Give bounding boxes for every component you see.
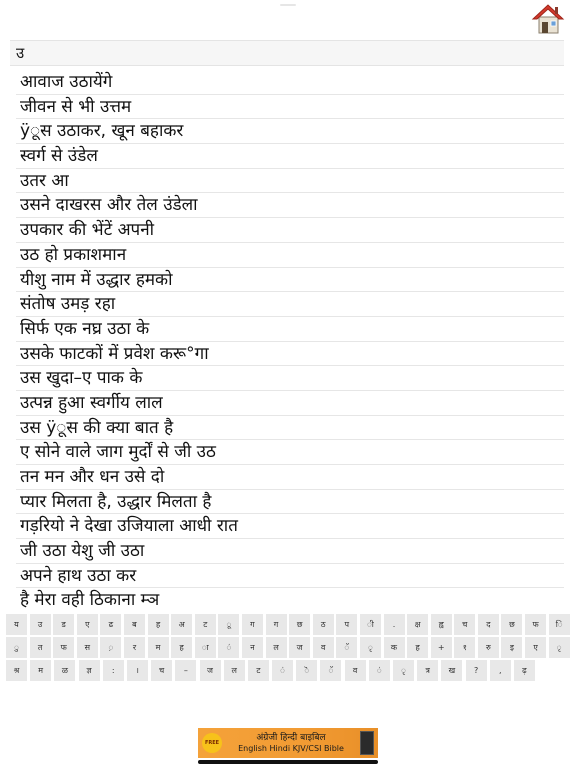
song-list-item[interactable]: संतोष उमड़ रहा — [16, 292, 564, 317]
keyboard-key[interactable]: ड — [53, 614, 74, 635]
song-list-item[interactable]: तन मन और धन उसे दो — [16, 465, 564, 490]
song-list-item[interactable]: सिर्फ एक नघ्र उठा के — [16, 317, 564, 342]
keyboard-key[interactable]: ं — [272, 660, 293, 681]
keyboard-key[interactable]: ख — [441, 660, 462, 681]
keyboard-key[interactable]: ढ़ — [514, 660, 535, 681]
keyboard-key[interactable]: र — [124, 637, 145, 658]
keyboard-key[interactable]: क — [384, 637, 405, 658]
keyboard-key[interactable]: छ — [289, 614, 310, 635]
song-list-item[interactable]: आवाज उठायेंगे — [16, 70, 564, 95]
song-list-item[interactable]: प्यार मिलता है, उद्धार मिलता है — [16, 490, 564, 515]
keyboard-key[interactable]: ़ — [100, 637, 121, 658]
keyboard-key[interactable]: : — [103, 660, 124, 681]
song-list-item[interactable]: स्वर्ग से उंडेल — [16, 144, 564, 169]
home-button[interactable] — [530, 2, 566, 36]
top-grabber — [280, 4, 296, 6]
keyboard-key[interactable]: ज — [289, 637, 310, 658]
song-list-item[interactable]: उसके फाटकों में प्रवेश करू°गा — [16, 342, 564, 367]
keyboard-key[interactable]: ह्व — [431, 614, 452, 635]
keyboard-key[interactable]: प — [336, 614, 357, 635]
keyboard-key[interactable]: च — [454, 614, 475, 635]
song-list-item[interactable]: गड़रियो ने देखा उजियाला आधी रात — [16, 514, 564, 539]
keyboard-key[interactable]: त — [30, 637, 51, 658]
keyboard-key[interactable]: ढ — [100, 614, 121, 635]
song-list-item[interactable]: उठ हो प्रकाशमान — [16, 243, 564, 268]
keyboard-key[interactable]: व — [313, 637, 334, 658]
song-list — [16, 70, 564, 612]
keyboard-key[interactable]: ए — [525, 637, 546, 658]
song-list-item[interactable]: अपने हाथ उठा कर — [16, 564, 564, 589]
keyboard-key[interactable]: ह — [407, 637, 428, 658]
keyboard-key[interactable]: उ — [30, 614, 51, 635]
song-list-item[interactable]: उतर आ — [16, 169, 564, 194]
song-list-item[interactable]: ÿूस उठाकर, खून बहाकर — [16, 119, 564, 144]
keyboard-key[interactable]: ी — [360, 614, 381, 635]
keyboard-key[interactable]: ू — [218, 614, 239, 635]
keyboard-key[interactable]: ग — [266, 614, 287, 635]
keyboard-key[interactable]: ए — [77, 614, 98, 635]
keyboard-key[interactable]: ॅ — [336, 637, 357, 658]
keyboard-key[interactable]: + — [431, 637, 452, 658]
keyboard-key[interactable]: ह — [171, 637, 192, 658]
keyboard-key[interactable]: , — [490, 660, 511, 681]
keyboard-key[interactable]: ज — [200, 660, 221, 681]
hindi-keyboard — [6, 614, 570, 682]
song-list-item[interactable]: जीवन से भी उत्तम — [16, 95, 564, 120]
song-list-item[interactable]: उसने दाखरस और तेल उंडेला — [16, 193, 564, 218]
search-bar — [10, 40, 564, 66]
keyboard-key[interactable]: ग — [242, 614, 263, 635]
keyboard-key[interactable]: ॆ — [296, 660, 317, 681]
keyboard-key[interactable]: ट — [195, 614, 216, 635]
keyboard-key[interactable]: ज्ञ — [79, 660, 100, 681]
keyboard-key[interactable]: त्र — [417, 660, 438, 681]
keyboard-key[interactable]: १ — [454, 637, 475, 658]
keyboard-key[interactable]: – — [175, 660, 196, 681]
song-list-item[interactable]: है मेरा वही ठिकाना म्ञ — [16, 588, 564, 612]
keyboard-key[interactable]: अ — [171, 614, 192, 635]
keyboard-row-2 — [6, 637, 570, 659]
keyboard-key[interactable]: द — [478, 614, 499, 635]
keyboard-key[interactable]: म — [30, 660, 51, 681]
song-list-item[interactable]: ए सोने वाले जाग मुर्दों से जी उठ — [16, 440, 564, 465]
banner-title-hindi: अंग्रेजी हिन्दी बाइबिल — [256, 732, 326, 743]
search-input[interactable] — [10, 41, 564, 65]
bible-app-banner[interactable] — [198, 728, 378, 758]
song-list-item[interactable]: उत्पन्न हुआ स्वर्गीय लाल — [16, 391, 564, 416]
keyboard-key[interactable]: च — [151, 660, 172, 681]
song-list-item[interactable]: उस खुदा–ए पाक के — [16, 366, 564, 391]
keyboard-key[interactable]: रु — [478, 637, 499, 658]
keyboard-key[interactable]: ळ — [54, 660, 75, 681]
keyboard-key[interactable]: फ — [525, 614, 546, 635]
keyboard-key[interactable]: ह — [148, 614, 169, 635]
keyboard-key[interactable]: ृ — [393, 660, 414, 681]
home-indicator — [198, 760, 378, 764]
keyboard-key[interactable]: ा — [195, 637, 216, 658]
keyboard-key[interactable]: फ — [53, 637, 74, 658]
keyboard-key[interactable]: क्ष — [407, 614, 428, 635]
song-list-item[interactable]: यीशु नाम में उद्धार हमको — [16, 268, 564, 293]
keyboard-key[interactable]: स — [77, 637, 98, 658]
song-list-item[interactable]: जी उठा येशु जी उठा — [16, 539, 564, 564]
keyboard-key[interactable]: ॅ — [320, 660, 341, 681]
free-badge: FREE — [202, 733, 222, 753]
keyboard-key[interactable]: य — [6, 614, 27, 635]
keyboard-key[interactable]: ल — [266, 637, 287, 658]
keyboard-key[interactable]: श्र — [6, 660, 27, 681]
keyboard-key[interactable]: छ — [501, 614, 522, 635]
keyboard-key[interactable]: ं — [369, 660, 390, 681]
keyboard-key[interactable]: ल — [224, 660, 245, 681]
banner-title-english: English Hindi KJV/CSI Bible — [238, 743, 344, 753]
keyboard-key[interactable]: ब — [124, 614, 145, 635]
keyboard-key[interactable]: ि — [549, 614, 570, 635]
banner-text — [222, 733, 360, 754]
keyboard-key[interactable]: ठ — [313, 614, 334, 635]
keyboard-key[interactable]: न — [242, 637, 263, 658]
keyboard-key[interactable]: ु — [6, 637, 27, 658]
song-list-item[interactable]: उपकार की भेंटें अपनी — [16, 218, 564, 243]
keyboard-key[interactable]: ं — [218, 637, 239, 658]
keyboard-key[interactable]: ट — [248, 660, 269, 681]
house-icon — [530, 2, 566, 36]
book-icon — [360, 731, 374, 755]
keyboard-key[interactable]: इ — [501, 637, 522, 658]
keyboard-row-1 — [6, 614, 570, 636]
keyboard-key[interactable]: । — [127, 660, 148, 681]
keyboard-row-3 — [6, 660, 570, 682]
keyboard-key[interactable]: म — [148, 637, 169, 658]
keyboard-key[interactable]: . — [384, 614, 405, 635]
keyboard-key[interactable]: ? — [466, 660, 487, 681]
keyboard-key[interactable]: व — [345, 660, 366, 681]
song-list-item[interactable]: उस ÿूस की क्या बात है — [16, 416, 564, 441]
keyboard-key[interactable]: ृ — [360, 637, 381, 658]
keyboard-key[interactable]: ृ — [549, 637, 570, 658]
